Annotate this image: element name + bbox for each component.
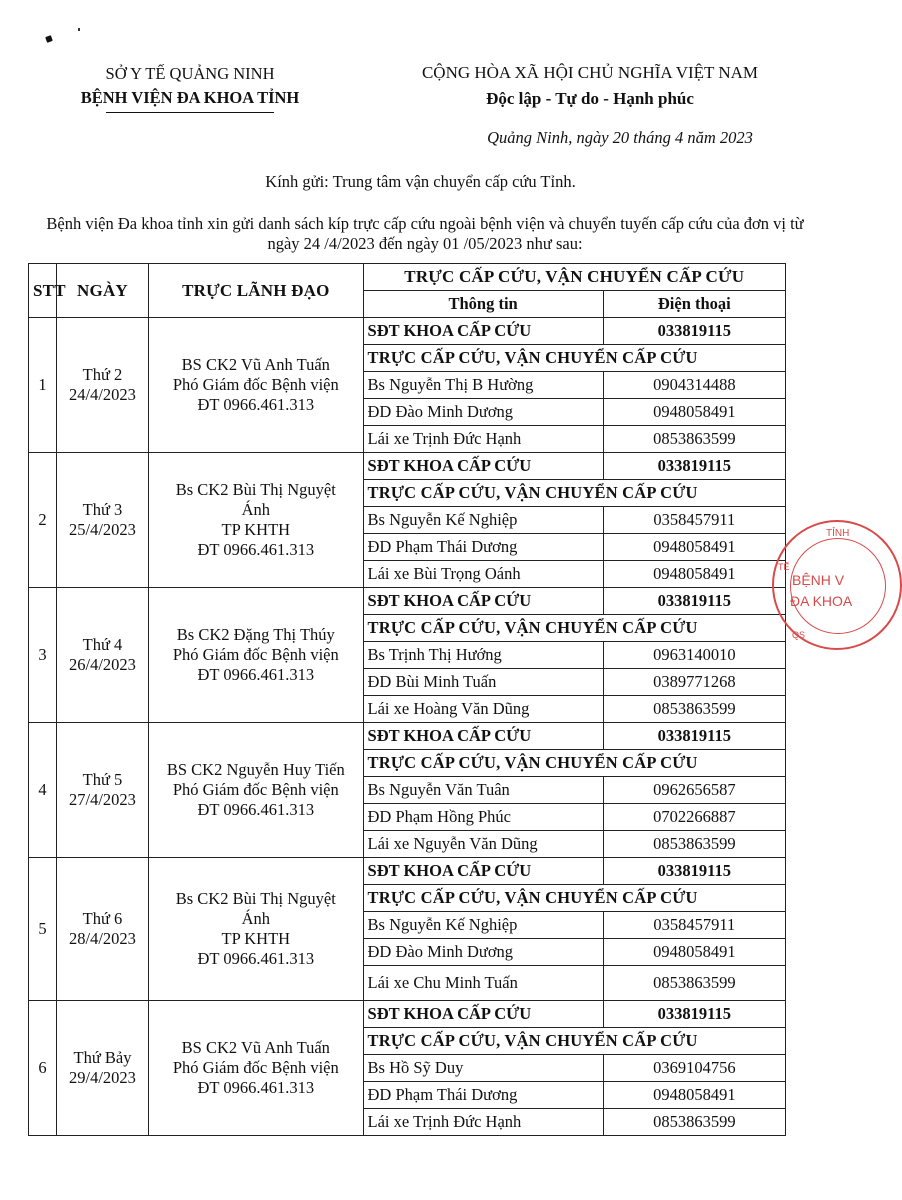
staff-phone: 0369104756: [603, 1055, 785, 1082]
staff-info: Lái xe Trịnh Đức Hạnh: [363, 426, 603, 453]
nation-motto: Độc lập - Tự do - Hạnh phúc: [486, 89, 694, 108]
organization-header: [40, 62, 340, 113]
staff-phone: 0948058491: [603, 399, 785, 426]
row-date: [56, 1001, 148, 1136]
row-date: [56, 588, 148, 723]
row-date: [56, 318, 148, 453]
seal-text-side: TẾ: [778, 562, 790, 572]
staff-info: Lái xe Trịnh Đức Hạnh: [363, 1109, 603, 1136]
sdt-label: SĐT KHOA CẤP CỨU: [363, 723, 603, 750]
sdt-phone: 033819115: [603, 588, 785, 615]
staff-info: ĐD Đào Minh Dương: [363, 399, 603, 426]
duty-subheader: TRỰC CẤP CỨU, VẬN CHUYỂN CẤP CỨU: [363, 345, 785, 372]
staff-info: Lái xe Hoàng Văn Dũng: [363, 696, 603, 723]
table-row: [29, 318, 786, 345]
sdt-phone: 033819115: [603, 858, 785, 885]
seal-text-line2: ĐA KHOA: [790, 593, 853, 609]
staff-phone: 0853863599: [603, 831, 785, 858]
staff-phone: 0948058491: [603, 939, 785, 966]
row-weekday: Thứ 2: [82, 365, 123, 384]
intro-paragraph: Bệnh viện Đa khoa tỉnh xin gửi danh sách kíp trực cấp cứu ngoài bệnh viện và chuyển tuyến cấp cứu của đơn vị từ ngày 24 /4/2023 đến ngày 01 /05/2023 như sau:: [46, 214, 804, 253]
sdt-phone: 033819115: [603, 453, 785, 480]
staff-info: Bs Nguyễn Văn Tuân: [363, 777, 603, 804]
staff-phone: 0389771268: [603, 669, 785, 696]
sdt-label: SĐT KHOA CẤP CỨU: [363, 318, 603, 345]
row-weekday: Thứ Bảy: [73, 1048, 132, 1067]
staff-info: Lái xe Chu Minh Tuấn: [363, 966, 603, 1001]
sdt-phone: 033819115: [603, 723, 785, 750]
staff-phone: 0702266887: [603, 804, 785, 831]
leader-title: Phó Giám đốc Bệnh viện: [172, 780, 339, 799]
row-leader: [149, 318, 363, 453]
red-seal-stamp: [772, 520, 902, 650]
row-date-value: 24/4/2023: [69, 385, 136, 404]
document-date: Quảng Ninh, ngày 20 tháng 4 năm 2023: [487, 128, 753, 147]
leader-title: Phó Giám đốc Bệnh viện: [172, 1058, 339, 1077]
staff-phone: 0948058491: [603, 1082, 785, 1109]
row-leader: [149, 858, 363, 1001]
row-date-value: 29/4/2023: [69, 1068, 136, 1087]
scan-speck: [78, 28, 80, 31]
leader-name: BS CK2 Vũ Anh Tuấn: [181, 355, 330, 374]
table-row: [29, 858, 786, 885]
leader-phone: ĐT 0966.461.313: [197, 540, 315, 559]
header-duty: TRỰC CẤP CỨU, VẬN CHUYỂN CẤP CỨU: [363, 264, 785, 291]
staff-phone: 0853863599: [603, 966, 785, 1001]
row-date: [56, 858, 148, 1001]
duty-subheader: TRỰC CẤP CỨU, VẬN CHUYỂN CẤP CỨU: [363, 615, 785, 642]
leader-name: Bs CK2 Bùi Thị Nguyệt: [175, 889, 336, 908]
duty-subheader: TRỰC CẤP CỨU, VẬN CHUYỂN CẤP CỨU: [363, 885, 785, 912]
staff-phone: 0853863599: [603, 1109, 785, 1136]
table-row: [29, 1001, 786, 1028]
staff-info: Lái xe Nguyễn Văn Dũng: [363, 831, 603, 858]
duty-subheader: TRỰC CẤP CỨU, VẬN CHUYỂN CẤP CỨU: [363, 480, 785, 507]
sdt-label: SĐT KHOA CẤP CỨU: [363, 1001, 603, 1028]
leader-title: Phó Giám đốc Bệnh viện: [172, 375, 339, 394]
row-date: [56, 723, 148, 858]
leader-phone: ĐT 0966.461.313: [197, 949, 315, 968]
sdt-label: SĐT KHOA CẤP CỨU: [363, 588, 603, 615]
leader-title: TP KHTH: [221, 929, 291, 948]
row-date-value: 26/4/2023: [69, 655, 136, 674]
recipient-line: Kính gửi: Trung tâm vận chuyển cấp cứu Tỉnh.: [265, 172, 576, 191]
org-underline: [106, 112, 274, 113]
staff-phone: 0948058491: [603, 534, 785, 561]
row-weekday: Thứ 6: [82, 909, 123, 928]
row-stt: 6: [29, 1001, 57, 1136]
staff-info: ĐD Phạm Thái Dương: [363, 534, 603, 561]
seal-text-line1: BỆNH V: [792, 572, 845, 588]
staff-info: Bs Hồ Sỹ Duy: [363, 1055, 603, 1082]
staff-phone: 0853863599: [603, 426, 785, 453]
seal-text-bottom: QS: [792, 630, 806, 640]
leader-title: TP KHTH: [221, 520, 291, 539]
row-date: [56, 453, 148, 588]
row-stt: 2: [29, 453, 57, 588]
staff-phone: 0962656587: [603, 777, 785, 804]
table-row: [29, 453, 786, 480]
row-weekday: Thứ 4: [82, 635, 123, 654]
header-ngay: NGÀY: [56, 264, 148, 318]
staff-info: ĐD Bùi Minh Tuấn: [363, 669, 603, 696]
national-header: [380, 60, 800, 112]
row-leader: [149, 723, 363, 858]
staff-info: Bs Nguyễn Thị B Hường: [363, 372, 603, 399]
duty-subheader: TRỰC CẤP CỨU, VẬN CHUYỂN CẤP CỨU: [363, 1028, 785, 1055]
nation-title: CỘNG HÒA XÃ HỘI CHỦ NGHĨA VIỆT NAM: [421, 63, 759, 82]
row-date-value: 25/4/2023: [69, 520, 136, 539]
staff-info: Bs Nguyễn Kế Nghiệp: [363, 507, 603, 534]
sdt-label: SĐT KHOA CẤP CỨU: [363, 453, 603, 480]
header-info: Thông tin: [363, 291, 603, 318]
leader-name-cont: Ánh: [241, 500, 270, 519]
staff-info: Lái xe Bùi Trọng Oánh: [363, 561, 603, 588]
header-phone: Điện thoại: [603, 291, 785, 318]
duty-schedule-table: [28, 263, 786, 1136]
row-leader: [149, 1001, 363, 1136]
leader-title: Phó Giám đốc Bệnh viện: [172, 645, 339, 664]
header-leader: TRỰC LÃNH ĐẠO: [149, 264, 363, 318]
org-ministry: SỞ Y TẾ QUẢNG NINH: [105, 64, 275, 83]
leader-phone: ĐT 0966.461.313: [197, 1078, 315, 1097]
staff-phone: 0853863599: [603, 696, 785, 723]
leader-name-cont: Ánh: [241, 909, 270, 928]
row-weekday: Thứ 3: [82, 500, 123, 519]
staff-info: ĐD Phạm Thái Dương: [363, 1082, 603, 1109]
sdt-phone: 033819115: [603, 1001, 785, 1028]
table-row: [29, 723, 786, 750]
leader-phone: ĐT 0966.461.313: [197, 800, 315, 819]
row-date-value: 28/4/2023: [69, 929, 136, 948]
staff-phone: 0904314488: [603, 372, 785, 399]
row-leader: [149, 588, 363, 723]
leader-name: Bs CK2 Đặng Thị Thúy: [176, 625, 335, 644]
leader-phone: ĐT 0966.461.313: [197, 665, 315, 684]
scan-mark: [45, 35, 53, 43]
row-date-value: 27/4/2023: [69, 790, 136, 809]
staff-phone: 0358457911: [603, 912, 785, 939]
leader-name: Bs CK2 Bùi Thị Nguyệt: [175, 480, 336, 499]
staff-phone: 0963140010: [603, 642, 785, 669]
duty-subheader: TRỰC CẤP CỨU, VẬN CHUYỂN CẤP CỨU: [363, 750, 785, 777]
org-hospital: BỆNH VIỆN ĐA KHOA TỈNH: [80, 88, 300, 107]
row-weekday: Thứ 5: [82, 770, 123, 789]
leader-phone: ĐT 0966.461.313: [197, 395, 315, 414]
sdt-label: SĐT KHOA CẤP CỨU: [363, 858, 603, 885]
row-stt: 1: [29, 318, 57, 453]
staff-info: ĐD Phạm Hồng Phúc: [363, 804, 603, 831]
staff-phone: 0358457911: [603, 507, 785, 534]
row-stt: 5: [29, 858, 57, 1001]
table-row: [29, 588, 786, 615]
staff-phone: 0948058491: [603, 561, 785, 588]
staff-info: Bs Nguyễn Kế Nghiệp: [363, 912, 603, 939]
leader-name: BS CK2 Nguyễn Huy Tiến: [166, 760, 345, 779]
leader-name: BS CK2 Vũ Anh Tuấn: [181, 1038, 330, 1057]
header-stt: STT: [29, 264, 57, 318]
row-stt: 4: [29, 723, 57, 858]
sdt-phone: 033819115: [603, 318, 785, 345]
seal-text-top: TỈNH: [826, 528, 850, 539]
row-stt: 3: [29, 588, 57, 723]
staff-info: Bs Trịnh Thị Hướng: [363, 642, 603, 669]
staff-info: ĐD Đào Minh Dương: [363, 939, 603, 966]
row-leader: [149, 453, 363, 588]
